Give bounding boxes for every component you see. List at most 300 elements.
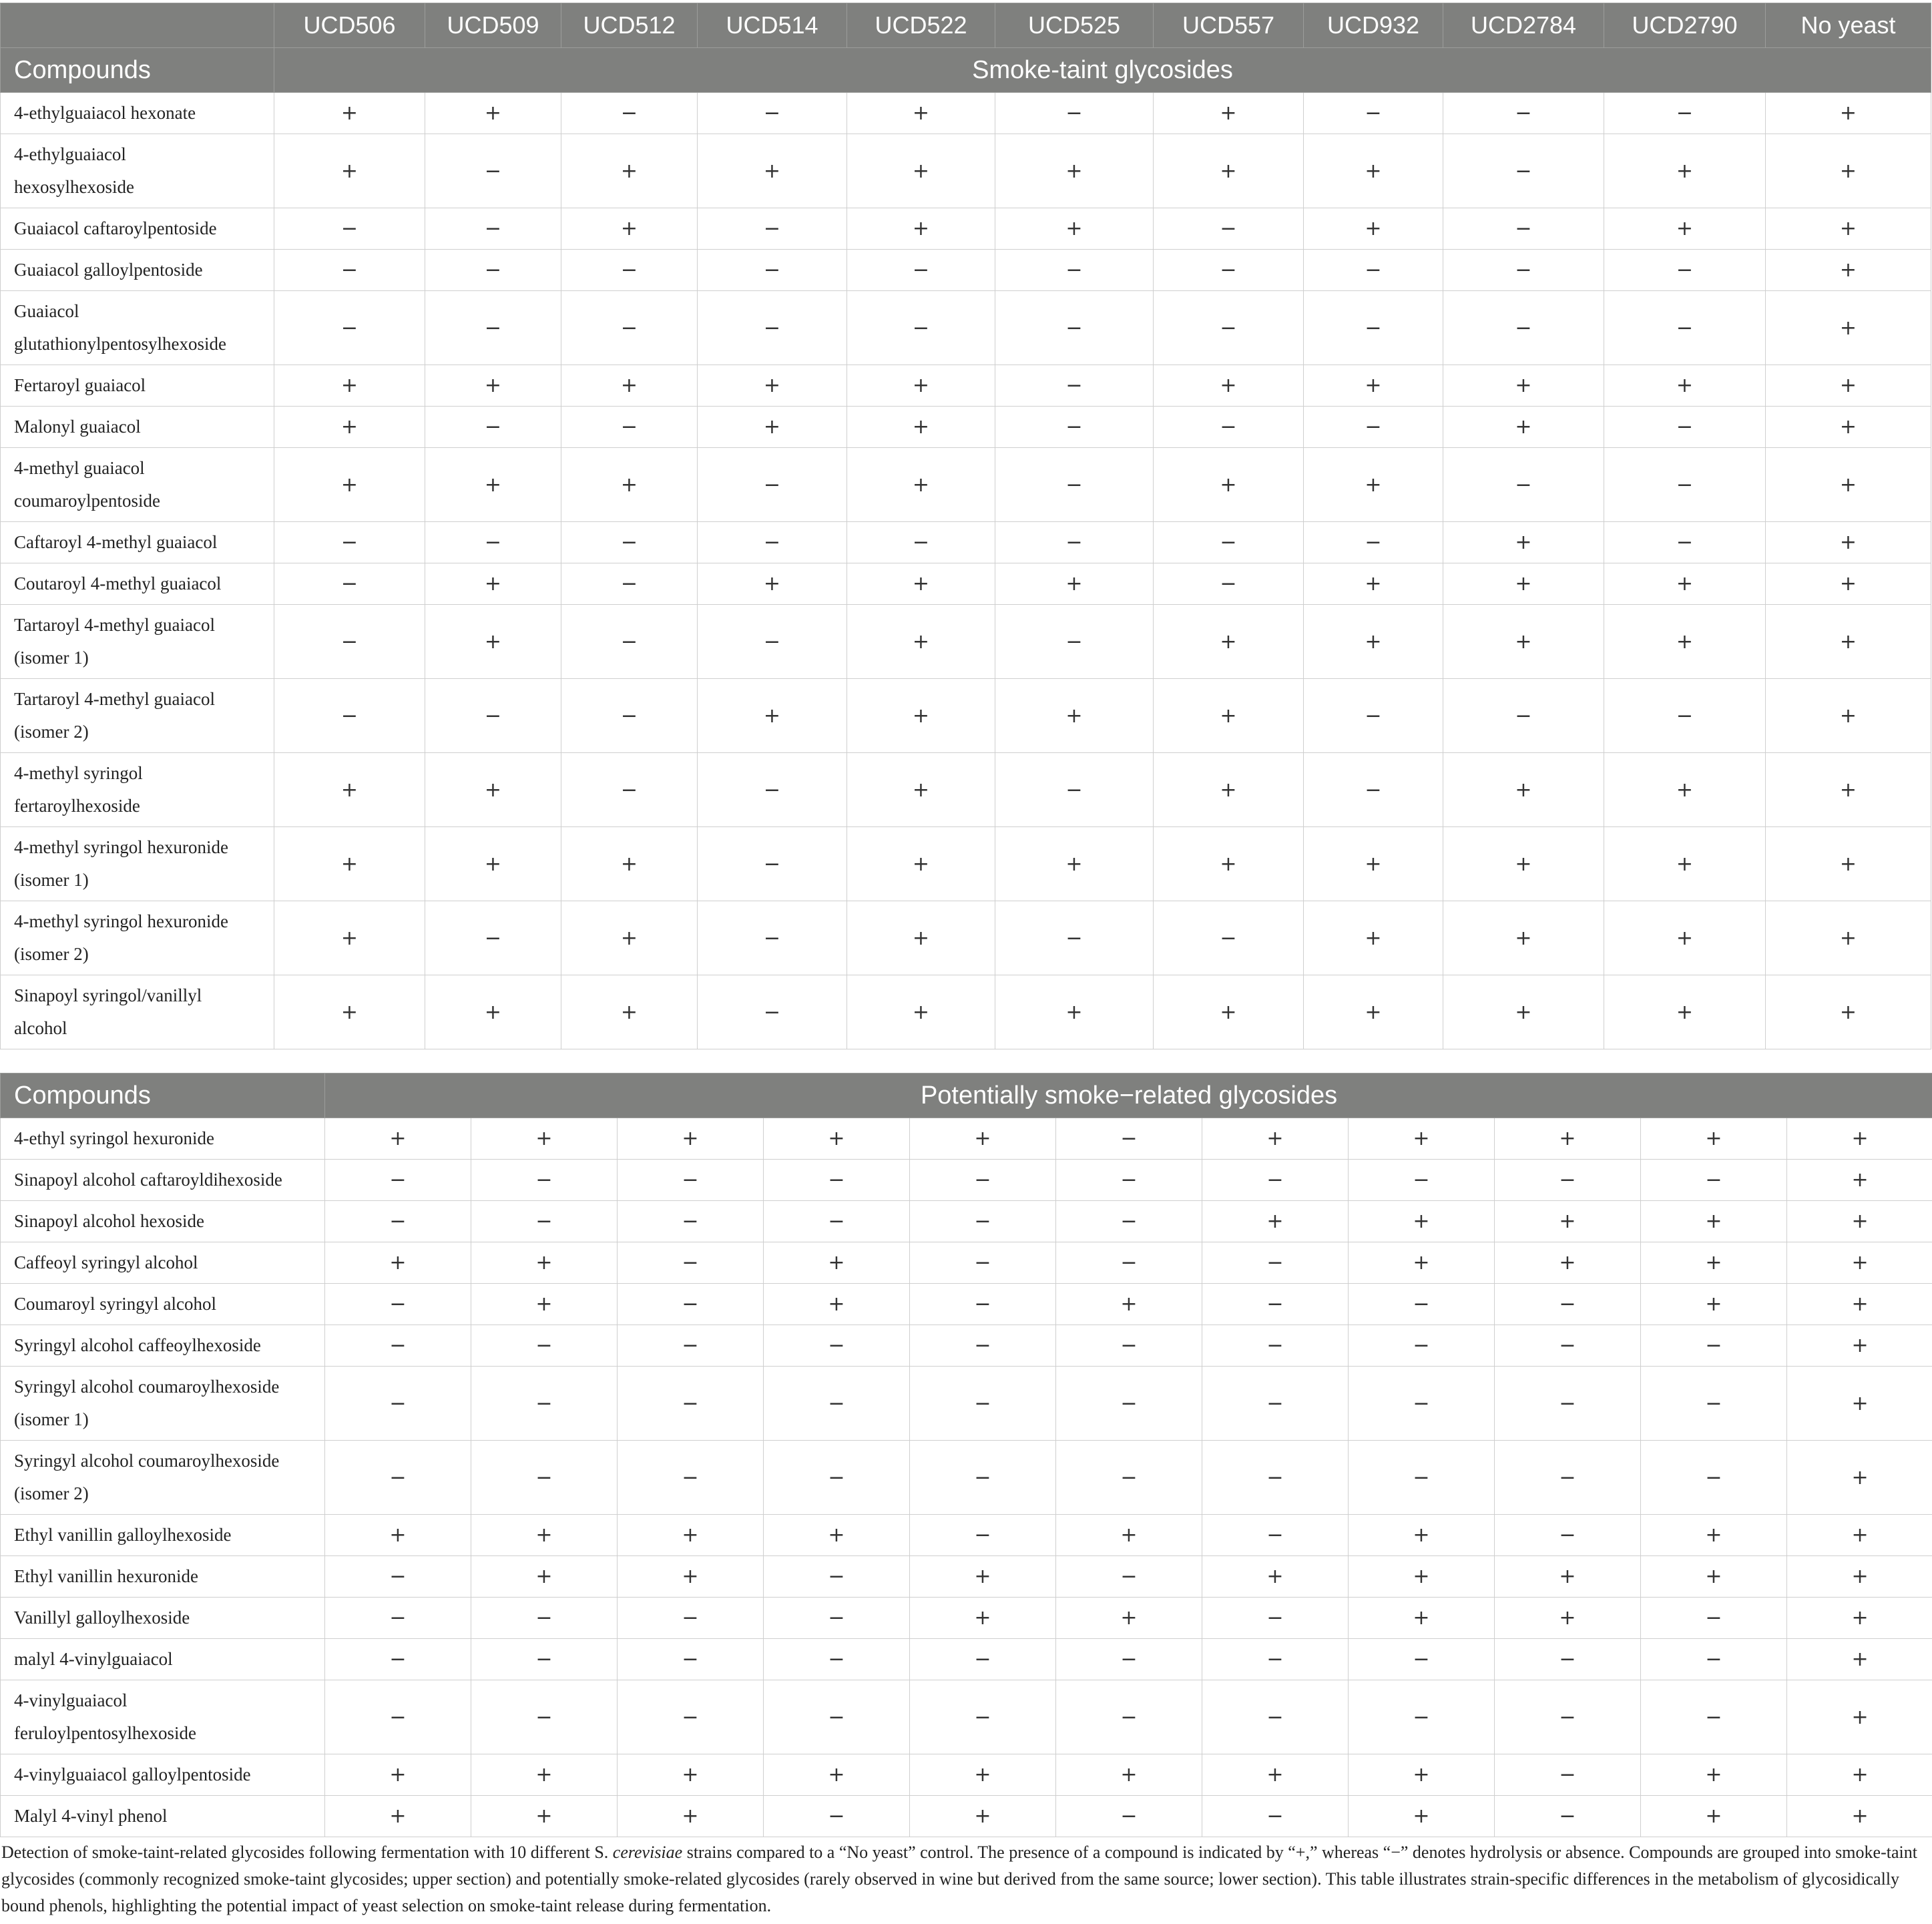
detection-cell: − [995, 250, 1154, 291]
detection-cell: + [995, 827, 1154, 901]
detection-cell: + [561, 827, 698, 901]
detection-cell: + [1495, 1242, 1641, 1284]
detection-cell: + [1154, 365, 1304, 407]
detection-cell: + [1056, 1284, 1202, 1325]
detection-cell: + [1056, 1515, 1202, 1556]
detection-cell: + [618, 1754, 764, 1796]
detection-cell: − [1604, 93, 1766, 134]
detection-cell: − [1304, 291, 1443, 365]
detection-cell: − [1495, 1367, 1641, 1441]
detection-cell: − [1304, 753, 1443, 827]
detection-cell: + [561, 901, 698, 975]
detection-cell: − [1495, 1325, 1641, 1367]
detection-cell: + [1604, 827, 1766, 901]
detection-cell: − [274, 522, 425, 563]
detection-cell: − [1604, 522, 1766, 563]
compound-name: Tartaroyl 4-methyl guaiacol (isomer 2) [1, 679, 274, 753]
detection-cell: + [1604, 901, 1766, 975]
detection-cell: + [1349, 1515, 1495, 1556]
detection-cell: − [1056, 1201, 1202, 1242]
strain-header: UCD512 [561, 3, 698, 48]
detection-cell: + [910, 1796, 1056, 1837]
detection-cell: − [1443, 134, 1604, 208]
detection-cell: + [847, 827, 995, 901]
detection-cell: + [1056, 1598, 1202, 1639]
detection-cell: − [1604, 679, 1766, 753]
detection-cell: − [910, 1160, 1056, 1201]
detection-cell: − [995, 901, 1154, 975]
detection-cell: + [1766, 679, 1931, 753]
detection-cell: + [274, 365, 425, 407]
detection-cell: + [1349, 1118, 1495, 1160]
detection-cell: + [1766, 522, 1931, 563]
detection-cell: − [910, 1680, 1056, 1754]
detection-cell: − [1349, 1325, 1495, 1367]
detection-cell: + [1154, 605, 1304, 679]
detection-cell: − [847, 250, 995, 291]
compounds-column-header: Compounds [1, 1073, 325, 1118]
detection-cell: + [1056, 1754, 1202, 1796]
detection-cell: − [698, 93, 847, 134]
detection-cell: + [1349, 1556, 1495, 1598]
detection-cell: − [1349, 1639, 1495, 1680]
detection-cell: − [698, 753, 847, 827]
detection-cell: + [1604, 975, 1766, 1049]
detection-cell: + [1766, 291, 1931, 365]
detection-cell: + [1787, 1680, 1932, 1754]
detection-cell: − [764, 1639, 910, 1680]
detection-cell: + [847, 407, 995, 448]
detection-cell: − [1056, 1325, 1202, 1367]
detection-cell: + [1766, 563, 1931, 605]
table-row [1, 134, 1931, 208]
section-header-row [1, 1073, 1932, 1118]
detection-cell: − [325, 1325, 471, 1367]
detection-cell: + [995, 975, 1154, 1049]
detection-cell: + [325, 1515, 471, 1556]
detection-cell: − [698, 250, 847, 291]
detection-cell: − [764, 1680, 910, 1754]
detection-cell: − [698, 448, 847, 522]
compound-name: 4-methyl syringol hexuronide (isomer 2) [1, 901, 274, 975]
detection-cell: − [1056, 1441, 1202, 1515]
detection-cell: + [1495, 1118, 1641, 1160]
table-row [1, 1367, 1932, 1441]
table-row [1, 1680, 1932, 1754]
table-row [1, 1201, 1932, 1242]
detection-cell: − [471, 1201, 618, 1242]
strain-header: UCD506 [274, 3, 425, 48]
detection-cell: + [847, 208, 995, 250]
detection-cell: + [1787, 1754, 1932, 1796]
table-row [1, 1441, 1932, 1515]
detection-cell: − [561, 407, 698, 448]
detection-cell: − [425, 901, 561, 975]
detection-cell: − [325, 1639, 471, 1680]
detection-cell: + [471, 1242, 618, 1284]
compound-name: Tartaroyl 4-methyl guaiacol (isomer 1) [1, 605, 274, 679]
detection-cell: + [1766, 975, 1931, 1049]
detection-cell: − [1202, 1598, 1349, 1639]
detection-cell: + [847, 134, 995, 208]
detection-cell: + [847, 753, 995, 827]
detection-cell: + [1787, 1325, 1932, 1367]
detection-cell: − [910, 1284, 1056, 1325]
table-row [1, 93, 1931, 134]
detection-cell: − [561, 563, 698, 605]
detection-cell: − [764, 1160, 910, 1201]
detection-cell: + [1604, 208, 1766, 250]
detection-cell: − [1349, 1680, 1495, 1754]
detection-cell: + [274, 448, 425, 522]
detection-cell: − [325, 1556, 471, 1598]
compound-name: 4-vinylguaiacol feruloylpentosylhexoside [1, 1680, 325, 1754]
detection-cell: − [1154, 563, 1304, 605]
compound-name: Vanillyl galloylhexoside [1, 1598, 325, 1639]
strain-header: UCD557 [1154, 3, 1304, 48]
detection-cell: − [618, 1680, 764, 1754]
detection-cell: + [618, 1796, 764, 1837]
detection-cell: − [425, 208, 561, 250]
detection-cell: + [618, 1515, 764, 1556]
detection-cell: − [1202, 1515, 1349, 1556]
detection-cell: + [847, 365, 995, 407]
compound-name: Syringyl alcohol coumaroylhexoside (isomer 2) [1, 1441, 325, 1515]
detection-cell: + [425, 365, 561, 407]
detection-cell: + [1641, 1796, 1787, 1837]
detection-cell: − [618, 1160, 764, 1201]
detection-cell: − [1154, 208, 1304, 250]
table-row [1, 679, 1931, 753]
strain-header: UCD522 [847, 3, 995, 48]
detection-cell: + [1154, 679, 1304, 753]
detection-cell: + [995, 134, 1154, 208]
compound-name: malyl 4-vinylguaiacol [1, 1639, 325, 1680]
detection-cell: + [1641, 1754, 1787, 1796]
compound-name: Caftaroyl 4-methyl guaiacol [1, 522, 274, 563]
detection-cell: − [1604, 250, 1766, 291]
detection-cell: + [1349, 1242, 1495, 1284]
detection-cell: − [1641, 1639, 1787, 1680]
detection-cell: − [995, 605, 1154, 679]
detection-cell: − [1495, 1680, 1641, 1754]
table-row [1, 605, 1931, 679]
detection-cell: + [1787, 1441, 1932, 1515]
detection-cell: − [1202, 1284, 1349, 1325]
detection-cell: + [1154, 753, 1304, 827]
detection-cell: − [995, 522, 1154, 563]
detection-cell: − [764, 1556, 910, 1598]
compound-name: Malyl 4-vinyl phenol [1, 1796, 325, 1837]
detection-cell: − [1056, 1680, 1202, 1754]
detection-cell: + [471, 1754, 618, 1796]
table-row [1, 1242, 1932, 1284]
detection-cell: − [1443, 679, 1604, 753]
detection-cell: − [698, 291, 847, 365]
detection-cell: − [1604, 407, 1766, 448]
detection-cell: − [910, 1367, 1056, 1441]
detection-cell: − [995, 448, 1154, 522]
detection-cell: + [1787, 1796, 1932, 1837]
detection-cell: + [1349, 1598, 1495, 1639]
detection-cell: − [1443, 291, 1604, 365]
detection-cell: + [471, 1118, 618, 1160]
detection-cell: + [1304, 605, 1443, 679]
detection-cell: + [325, 1754, 471, 1796]
detection-cell: + [1766, 901, 1931, 975]
strain-header: UCD525 [995, 3, 1154, 48]
detection-cell: − [618, 1598, 764, 1639]
detection-cell: − [1154, 291, 1304, 365]
detection-cell: + [1443, 563, 1604, 605]
detection-cell: + [1304, 563, 1443, 605]
detection-cell: + [847, 975, 995, 1049]
detection-cell: + [847, 679, 995, 753]
detection-cell: − [618, 1242, 764, 1284]
detection-cell: + [1443, 753, 1604, 827]
detection-cell: + [1495, 1201, 1641, 1242]
detection-cell: − [995, 93, 1154, 134]
detection-cell: + [274, 93, 425, 134]
detection-cell: − [1154, 407, 1304, 448]
detection-cell: + [1443, 522, 1604, 563]
detection-cell: − [274, 605, 425, 679]
detection-cell: + [1604, 563, 1766, 605]
detection-cell: + [274, 827, 425, 901]
compound-name: 4-vinylguaiacol galloylpentoside [1, 1754, 325, 1796]
detection-cell: − [1495, 1639, 1641, 1680]
detection-cell: + [561, 975, 698, 1049]
detection-cell: − [995, 365, 1154, 407]
detection-cell: + [1604, 753, 1766, 827]
detection-cell: − [561, 753, 698, 827]
detection-cell: − [1495, 1160, 1641, 1201]
detection-cell: − [1495, 1754, 1641, 1796]
compound-name: Syringyl alcohol coumaroylhexoside (isomer 1) [1, 1367, 325, 1441]
compound-name: 4-ethylguaiacol hexosylhexoside [1, 134, 274, 208]
detection-cell: + [1604, 605, 1766, 679]
detection-cell: − [698, 975, 847, 1049]
detection-cell: + [764, 1284, 910, 1325]
detection-cell: + [1641, 1242, 1787, 1284]
detection-cell: − [1641, 1160, 1787, 1201]
detection-cell: − [1304, 93, 1443, 134]
detection-cell: + [847, 448, 995, 522]
table-row [1, 1754, 1932, 1796]
detection-cell: + [1304, 134, 1443, 208]
table-row [1, 1598, 1932, 1639]
detection-cell: − [325, 1201, 471, 1242]
detection-cell: + [1154, 448, 1304, 522]
table-row [1, 901, 1931, 975]
detection-cell: − [325, 1160, 471, 1201]
table-caption [1, 1839, 1924, 1919]
detection-cell: + [1304, 975, 1443, 1049]
detection-cell: − [425, 250, 561, 291]
detection-cell: − [1641, 1441, 1787, 1515]
detection-cell: − [325, 1598, 471, 1639]
detection-cell: − [847, 291, 995, 365]
detection-cell: + [1766, 827, 1931, 901]
table-row [1, 1796, 1932, 1837]
detection-cell: + [764, 1515, 910, 1556]
section-header-row [1, 48, 1931, 93]
detection-cell: − [1202, 1367, 1349, 1441]
strain-header-row [1, 3, 1931, 48]
detection-cell: + [425, 563, 561, 605]
detection-cell: − [1604, 448, 1766, 522]
compound-name: Sinapoyl alcohol hexoside [1, 1201, 325, 1242]
strain-header: UCD2784 [1443, 3, 1604, 48]
detection-cell: − [764, 1441, 910, 1515]
smoke-related-table [0, 1073, 1932, 1837]
detection-cell: + [847, 93, 995, 134]
compound-name: Caffeoyl syringyl alcohol [1, 1242, 325, 1284]
header-blank-cell [1, 3, 274, 48]
table-row [1, 563, 1931, 605]
detection-cell: + [471, 1796, 618, 1837]
detection-cell: + [698, 407, 847, 448]
detection-cell: + [764, 1754, 910, 1796]
detection-cell: − [471, 1598, 618, 1639]
detection-cell: + [698, 679, 847, 753]
detection-cell: − [274, 208, 425, 250]
detection-cell: + [1443, 901, 1604, 975]
detection-cell: − [618, 1441, 764, 1515]
compound-name: Malonyl guaiacol [1, 407, 274, 448]
table-row [1, 407, 1931, 448]
detection-cell: − [698, 827, 847, 901]
table-row [1, 291, 1931, 365]
detection-cell: + [1787, 1515, 1932, 1556]
table-row [1, 1515, 1932, 1556]
detection-cell: + [1641, 1201, 1787, 1242]
detection-cell: + [1495, 1598, 1641, 1639]
detection-cell: + [274, 901, 425, 975]
detection-cell: + [1766, 134, 1931, 208]
detection-cell: + [1154, 975, 1304, 1049]
compound-name: Guaiacol glutathionylpentosylhexoside [1, 291, 274, 365]
detection-cell: − [274, 679, 425, 753]
detection-cell: − [471, 1160, 618, 1201]
detection-cell: − [1056, 1367, 1202, 1441]
detection-cell: + [1349, 1796, 1495, 1837]
caption-text-rest: strains compared to a “No yeast” control. The presence of a compound is indicated by “+,” whereas “−” denotes hydrolysis or absence. Compounds are grouped into smoke-taint glycosides (commonly recognized smoke-taint glycosides; upper section) and potentially smoke-related glycosides (rarely observed in wine but derived from the same source; lower section). This table illustrates strain-specific differences in the metabolism of glycosidically bound phenols, highlighting the potential impact of yeast selection on smoke-taint release during fermentation. [1, 1843, 1917, 1915]
detection-cell: + [1766, 365, 1931, 407]
detection-cell: − [325, 1680, 471, 1754]
detection-cell: + [1304, 901, 1443, 975]
detection-cell: − [325, 1367, 471, 1441]
detection-cell: − [1641, 1367, 1787, 1441]
detection-cell: − [1202, 1639, 1349, 1680]
detection-cell: − [764, 1598, 910, 1639]
detection-cell: + [1641, 1118, 1787, 1160]
table-row [1, 1639, 1932, 1680]
compound-name: Sinapoyl alcohol caftaroyldihexoside [1, 1160, 325, 1201]
detection-cell: + [1766, 605, 1931, 679]
detection-cell: − [425, 291, 561, 365]
detection-cell: + [1304, 448, 1443, 522]
detection-cell: + [1787, 1160, 1932, 1201]
detection-cell: − [1202, 1441, 1349, 1515]
detection-cell: − [1641, 1680, 1787, 1754]
detection-cell: + [995, 679, 1154, 753]
detection-cell: + [274, 134, 425, 208]
detection-cell: + [1443, 827, 1604, 901]
detection-cell: + [1202, 1118, 1349, 1160]
detection-cell: + [1202, 1556, 1349, 1598]
detection-cell: − [618, 1325, 764, 1367]
detection-cell: − [764, 1201, 910, 1242]
detection-cell: + [1443, 365, 1604, 407]
detection-cell: − [471, 1639, 618, 1680]
detection-cell: − [995, 753, 1154, 827]
compound-name: Syringyl alcohol caffeoylhexoside [1, 1325, 325, 1367]
detection-cell: − [1056, 1160, 1202, 1201]
detection-cell: + [1766, 250, 1931, 291]
detection-cell: − [1056, 1556, 1202, 1598]
table-row [1, 1118, 1932, 1160]
detection-cell: + [910, 1556, 1056, 1598]
detection-cell: − [618, 1367, 764, 1441]
detection-cell: + [698, 563, 847, 605]
detection-cell: + [618, 1556, 764, 1598]
strain-header: No yeast [1766, 3, 1931, 48]
table-row [1, 1325, 1932, 1367]
detection-cell: − [561, 291, 698, 365]
detection-cell: − [847, 522, 995, 563]
strain-header: UCD509 [425, 3, 561, 48]
compound-name: Sinapoyl syringol/vanillyl alcohol [1, 975, 274, 1049]
detection-cell: − [1202, 1325, 1349, 1367]
detection-cell: − [995, 291, 1154, 365]
detection-cell: − [764, 1796, 910, 1837]
detection-cell: − [1349, 1160, 1495, 1201]
compound-name: Ethyl vanillin galloylhexoside [1, 1515, 325, 1556]
detection-cell: − [764, 1367, 910, 1441]
detection-cell: + [1443, 407, 1604, 448]
compound-name: Ethyl vanillin hexuronide [1, 1556, 325, 1598]
detection-cell: + [471, 1515, 618, 1556]
detection-cell: + [1604, 365, 1766, 407]
detection-cell: + [847, 605, 995, 679]
detection-cell: + [995, 563, 1154, 605]
detection-cell: + [1766, 448, 1931, 522]
detection-cell: + [1154, 134, 1304, 208]
detection-cell: − [698, 522, 847, 563]
detection-cell: − [471, 1680, 618, 1754]
detection-cell: − [1604, 291, 1766, 365]
detection-cell: + [1766, 208, 1931, 250]
detection-cell: + [1641, 1284, 1787, 1325]
detection-cell: − [1202, 1242, 1349, 1284]
detection-cell: + [1349, 1754, 1495, 1796]
detection-cell: − [910, 1441, 1056, 1515]
detection-cell: + [471, 1284, 618, 1325]
strain-header: UCD2790 [1604, 3, 1766, 48]
detection-cell: − [1349, 1441, 1495, 1515]
detection-cell: − [1304, 250, 1443, 291]
detection-cell: + [995, 208, 1154, 250]
detection-cell: + [425, 448, 561, 522]
detection-cell: + [1787, 1118, 1932, 1160]
detection-cell: + [1787, 1556, 1932, 1598]
detection-cell: + [1787, 1284, 1932, 1325]
compound-name: 4-methyl syringol hexuronide (isomer 1) [1, 827, 274, 901]
detection-cell: + [910, 1754, 1056, 1796]
detection-cell: − [1304, 679, 1443, 753]
detection-cell: − [618, 1201, 764, 1242]
